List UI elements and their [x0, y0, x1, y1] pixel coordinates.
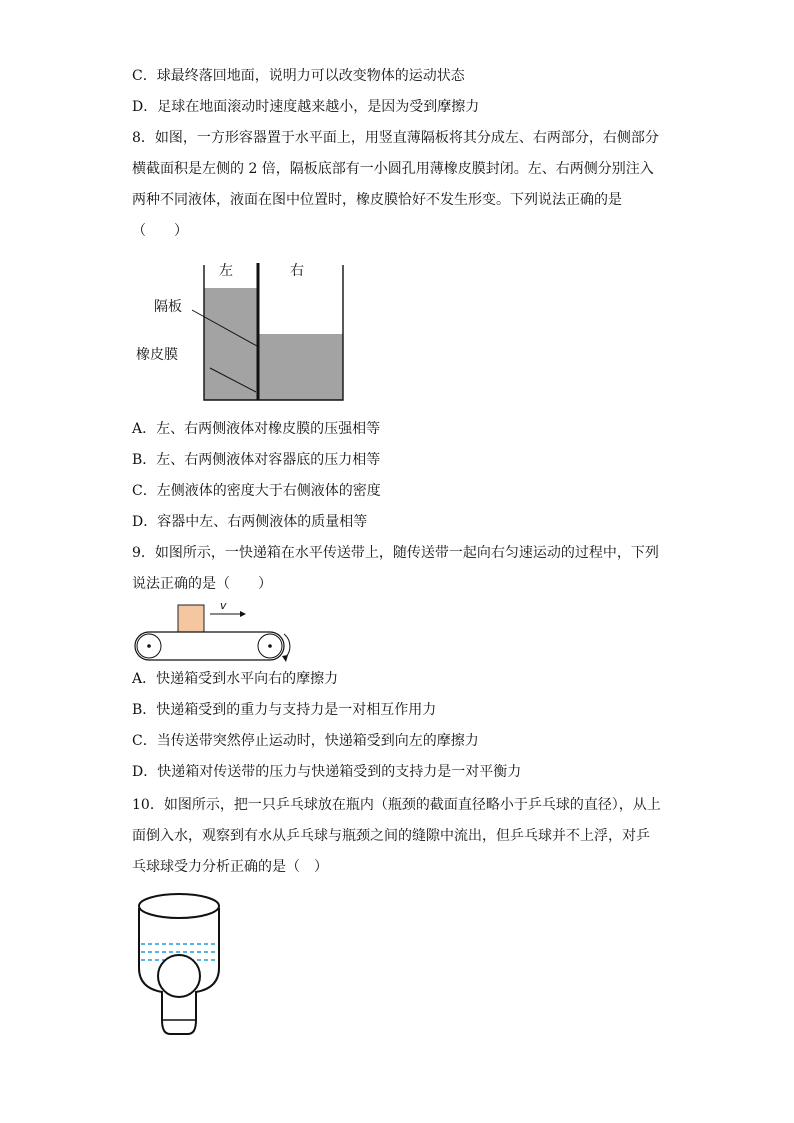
q7-option-c: C．球最终落回地面，说明力可以改变物体的运动状态 [132, 68, 465, 84]
q10-stem-line-1: 10．如图所示，把一只乒乓球放在瓶内（瓶颈的截面直径略小于乒乓球的直径），从上 [132, 797, 661, 813]
ping-pong-ball [158, 955, 200, 997]
q8-stem-line-2: 横截面积是左侧的 2 倍，隔板底部有一小圆孔用薄橡皮膜封闭。左、右两侧分别注入 [132, 161, 654, 177]
q8-answer-blank: （ ） [132, 223, 188, 239]
q9-option-b: B．快递箱受到的重力与支持力是一对相互作用力 [132, 702, 437, 718]
right-roller-axle [268, 644, 272, 648]
package-box [178, 605, 204, 632]
velocity-label: v [220, 599, 227, 612]
partition-label: 隔板 [154, 299, 182, 315]
bottle-rim [139, 894, 219, 918]
left-roller-axle [147, 644, 151, 648]
q8-container-figure [130, 255, 360, 405]
q8-option-d: D．容器中左、右两侧液体的质量相等 [132, 514, 368, 530]
right-liquid [259, 334, 343, 400]
q8-stem-line-1: 8．如图，一方形容器置于水平面上，用竖直薄隔板将其分成左、右两部分，右侧部分 [132, 130, 659, 146]
conveyor-belt [135, 632, 284, 660]
membrane-label: 橡皮膜 [136, 347, 178, 363]
rotation-arrowhead [282, 655, 288, 662]
rotation-arrow [284, 634, 290, 658]
left-label: 左 [219, 263, 233, 279]
q10-stem-line-3: 乓球球受力分析正确的是（ ） [132, 859, 328, 875]
right-label: 右 [290, 263, 304, 279]
q8-stem-line-3: 两种不同液体，液面在图中位置时，橡皮膜恰好不发生形变。下列说法正确的是 [132, 192, 622, 208]
q9-conveyor-figure [132, 598, 302, 664]
q8-option-b: B．左、右两侧液体对容器底的压力相等 [132, 452, 381, 468]
q9-option-d: D．快递箱对传送带的压力与快递箱受到的支持力是一对平衡力 [132, 764, 522, 780]
q9-option-a: A．快递箱受到水平向右的摩擦力 [132, 671, 339, 687]
q9-stem-line-1: 9．如图所示，一快递箱在水平传送带上，随传送带一起向右匀速运动的过程中，下列 [132, 545, 659, 561]
left-liquid [204, 288, 258, 400]
q9-option-c: C．当传送带突然停止运动时，快递箱受到向左的摩擦力 [132, 733, 479, 749]
q7-option-d: D．足球在地面滚动时速度越来越小，是因为受到摩擦力 [132, 99, 480, 115]
q9-stem-line-2: 说法正确的是（ ） [132, 576, 272, 592]
q8-option-a: A．左、右两侧液体对橡皮膜的压强相等 [132, 421, 381, 437]
q8-option-c: C．左侧液体的密度大于右侧液体的密度 [132, 483, 381, 499]
q10-stem-line-2: 面倒入水，观察到有水从乒乓球与瓶颈之间的缝隙中流出，但乒乓球并不上浮，对乒 [132, 828, 650, 844]
q10-bottle-figure [134, 890, 224, 1040]
velocity-arrowhead [240, 611, 246, 617]
